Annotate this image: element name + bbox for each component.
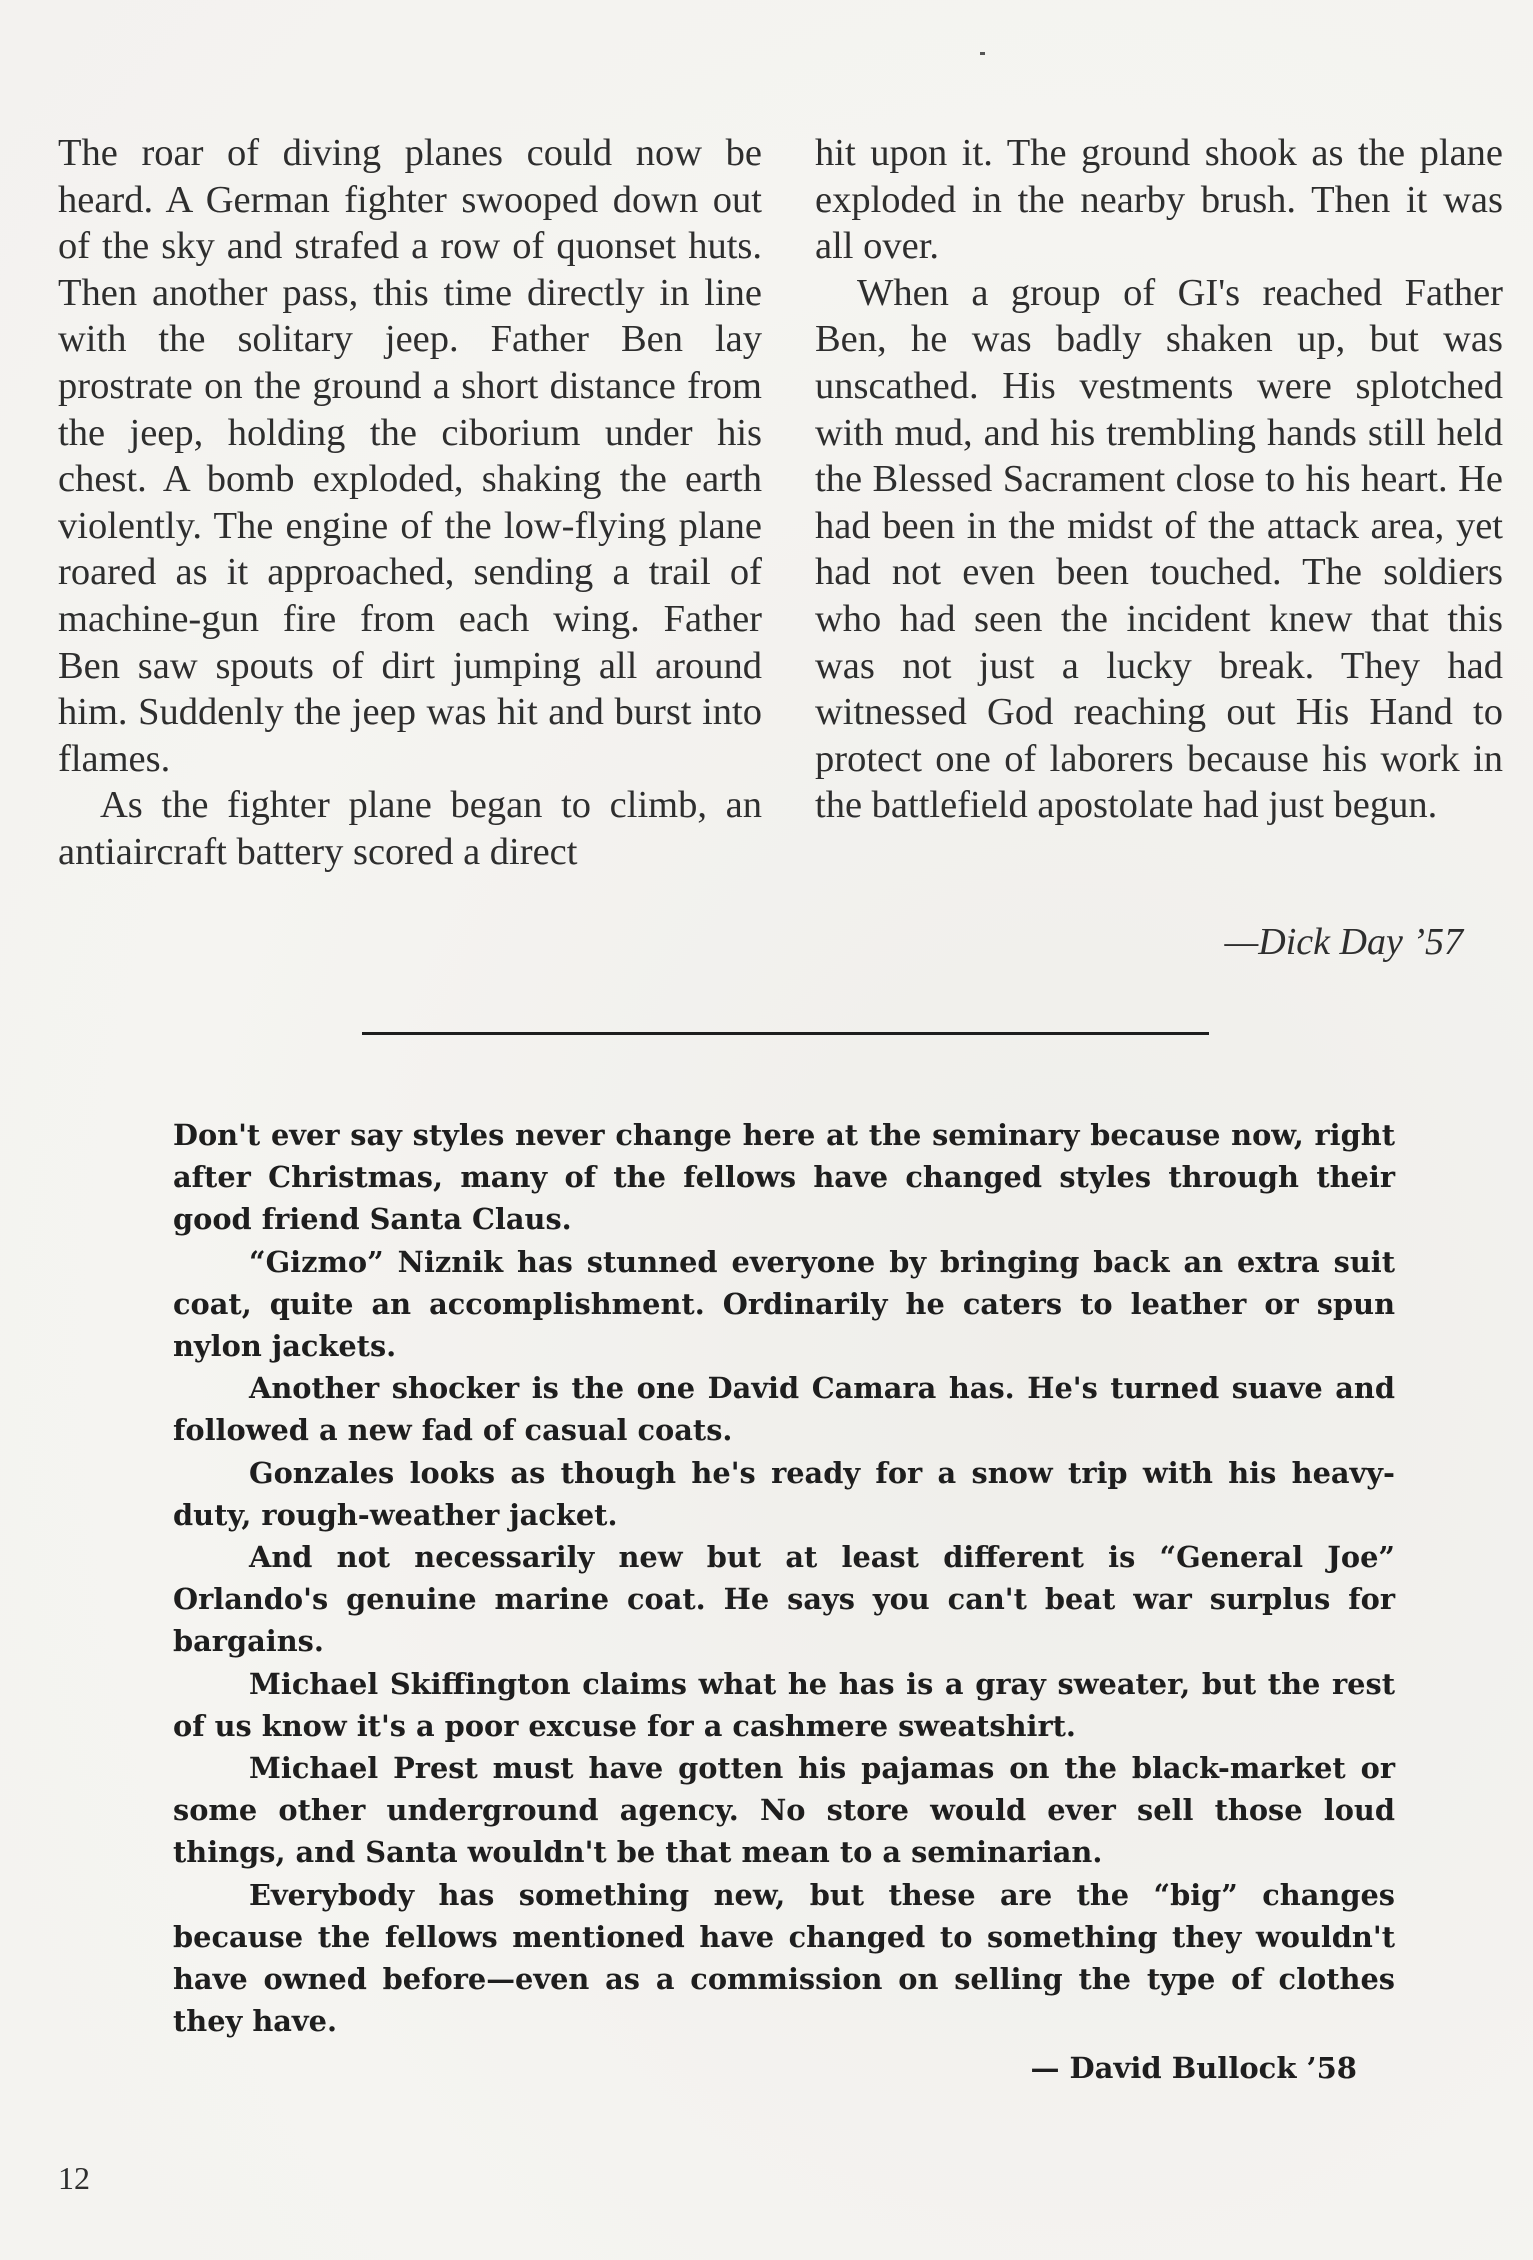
styles-signature: — David Bullock ’58 [1030,2051,1357,2085]
styles-paragraph: Everybody has something new, but these are the “big” changes because the fellows mentioned have changed to something they wouldn't have owned before—even as a commission on selling the type of clothes they have. [173,1877,1395,2039]
article-right-column [815,130,1503,829]
styles-paragraph: Another shocker is the one David Camara has. He's turned suave and followed a new fad of casual coats. [173,1371,1395,1448]
article-paragraph: As the fighter plane began to climb, an antiaircraft battery scored a direct [58,784,762,873]
styles-paragraph: And not necessarily new but at least different is “General Joe” Orlando's genuine marine coat. He says you can't beat war surplus for bargains. [173,1540,1395,1659]
styles-paragraph: Michael Prest must have gotten his pajamas on the black-market or some other underground agency. No store would ever sell those loud things, and Santa wouldn't be that mean to a seminarian. [173,1751,1395,1870]
styles-paragraph: Michael Skiffington claims what he has is a gray sweater, but the rest of us know it's a poor excuse for a cashmere sweatshirt. [173,1666,1395,1743]
print-speck [980,52,985,55]
article-paragraph: The roar of diving planes could now be heard. A German fighter swooped down out of the sky and strafed a row of quonset huts. Then another pass, this time directly in line with the solitary jeep. Father Ben lay prostrate on the ground a short distance from the jeep, holding the ciborium under his chest. A bomb exploded, shaking the earth violently. The engine of the low-flying plane roared as it approached, sending a trail of machine-gun fire from each wing. Father Ben saw spouts of dirt jumping all around him. Suddenly the jeep was hit and burst into flames. [58,132,762,780]
article-signature: —Dick Day ’57 [1224,921,1463,963]
section-divider [362,1032,1209,1035]
styles-paragraph: Gonzales looks as though he's ready for a snow trip with his heavy-duty, rough-weather jacket. [173,1455,1395,1532]
styles-paragraph: Don't ever say styles never change here at the seminary because now, right after Christmas, many of the fellows have changed styles through their good friend Santa Claus. [173,1118,1395,1237]
article-paragraph: When a group of GI's reached Father Ben, he was badly shaken up, but was unscathed. His vestments were splotched with mud, and his trembling hands still held the Blessed Sacrament close to his heart. He had been in the midst of the attack area, yet had not even been touched. The soldiers who had seen the incident knew that this was not just a lucky break. They had witnessed God reaching out His Hand to protect one of laborers because his work in the battlefield apostolate had just begun. [815,271,1503,827]
page-number: 12 [58,2160,90,2196]
article-left-column [58,130,762,876]
article-paragraph: hit upon it. The ground shook as the plane exploded in the nearby brush. Then it was all over. [815,132,1503,268]
styles-column [173,1114,1395,2042]
styles-paragraph: “Gizmo” Niznik has stunned everyone by bringing back an extra suit coat, quite an accomplishment. Ordinarily he caters to leather or spun nylon jackets. [173,1244,1395,1364]
